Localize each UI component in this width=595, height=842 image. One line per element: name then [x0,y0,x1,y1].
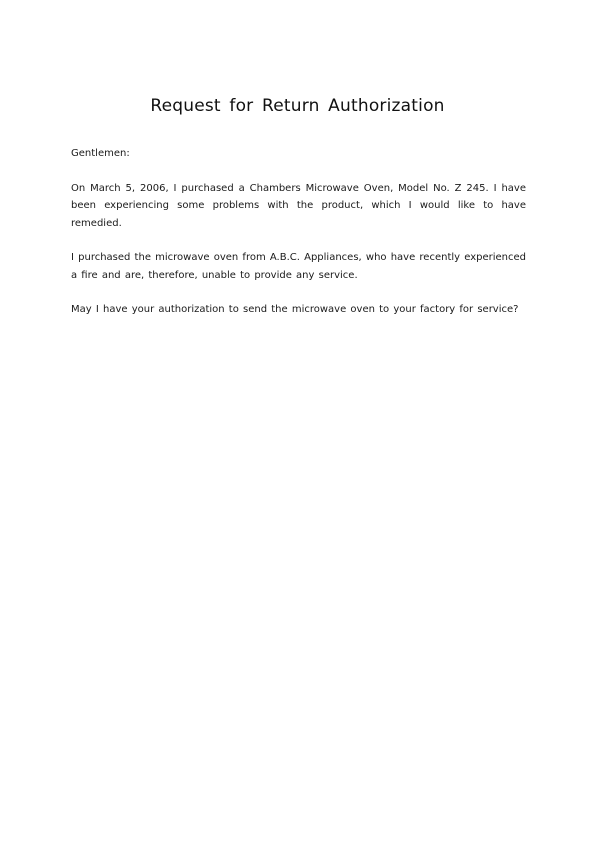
paragraph-purchase-details: On March 5, 2006, I purchased a Chambers Microwave Oven, Model No. Z 245. I have been experiencing some problems with the product, which I would like to have remedied. [71,182,526,229]
letter-body [71,145,526,336]
paragraph-dealer-situation: I purchased the microwave oven from A.B.C. Appliances, who have recently experienced a fire and are, therefore, unable to provide any service. [71,252,527,281]
paragraph-authorization-request: May I have your authorization to send the microwave oven to your factory for service? [71,304,519,315]
letter-title: Request for Return Authorization [150,96,445,116]
salutation: Gentlemen: [71,148,130,159]
